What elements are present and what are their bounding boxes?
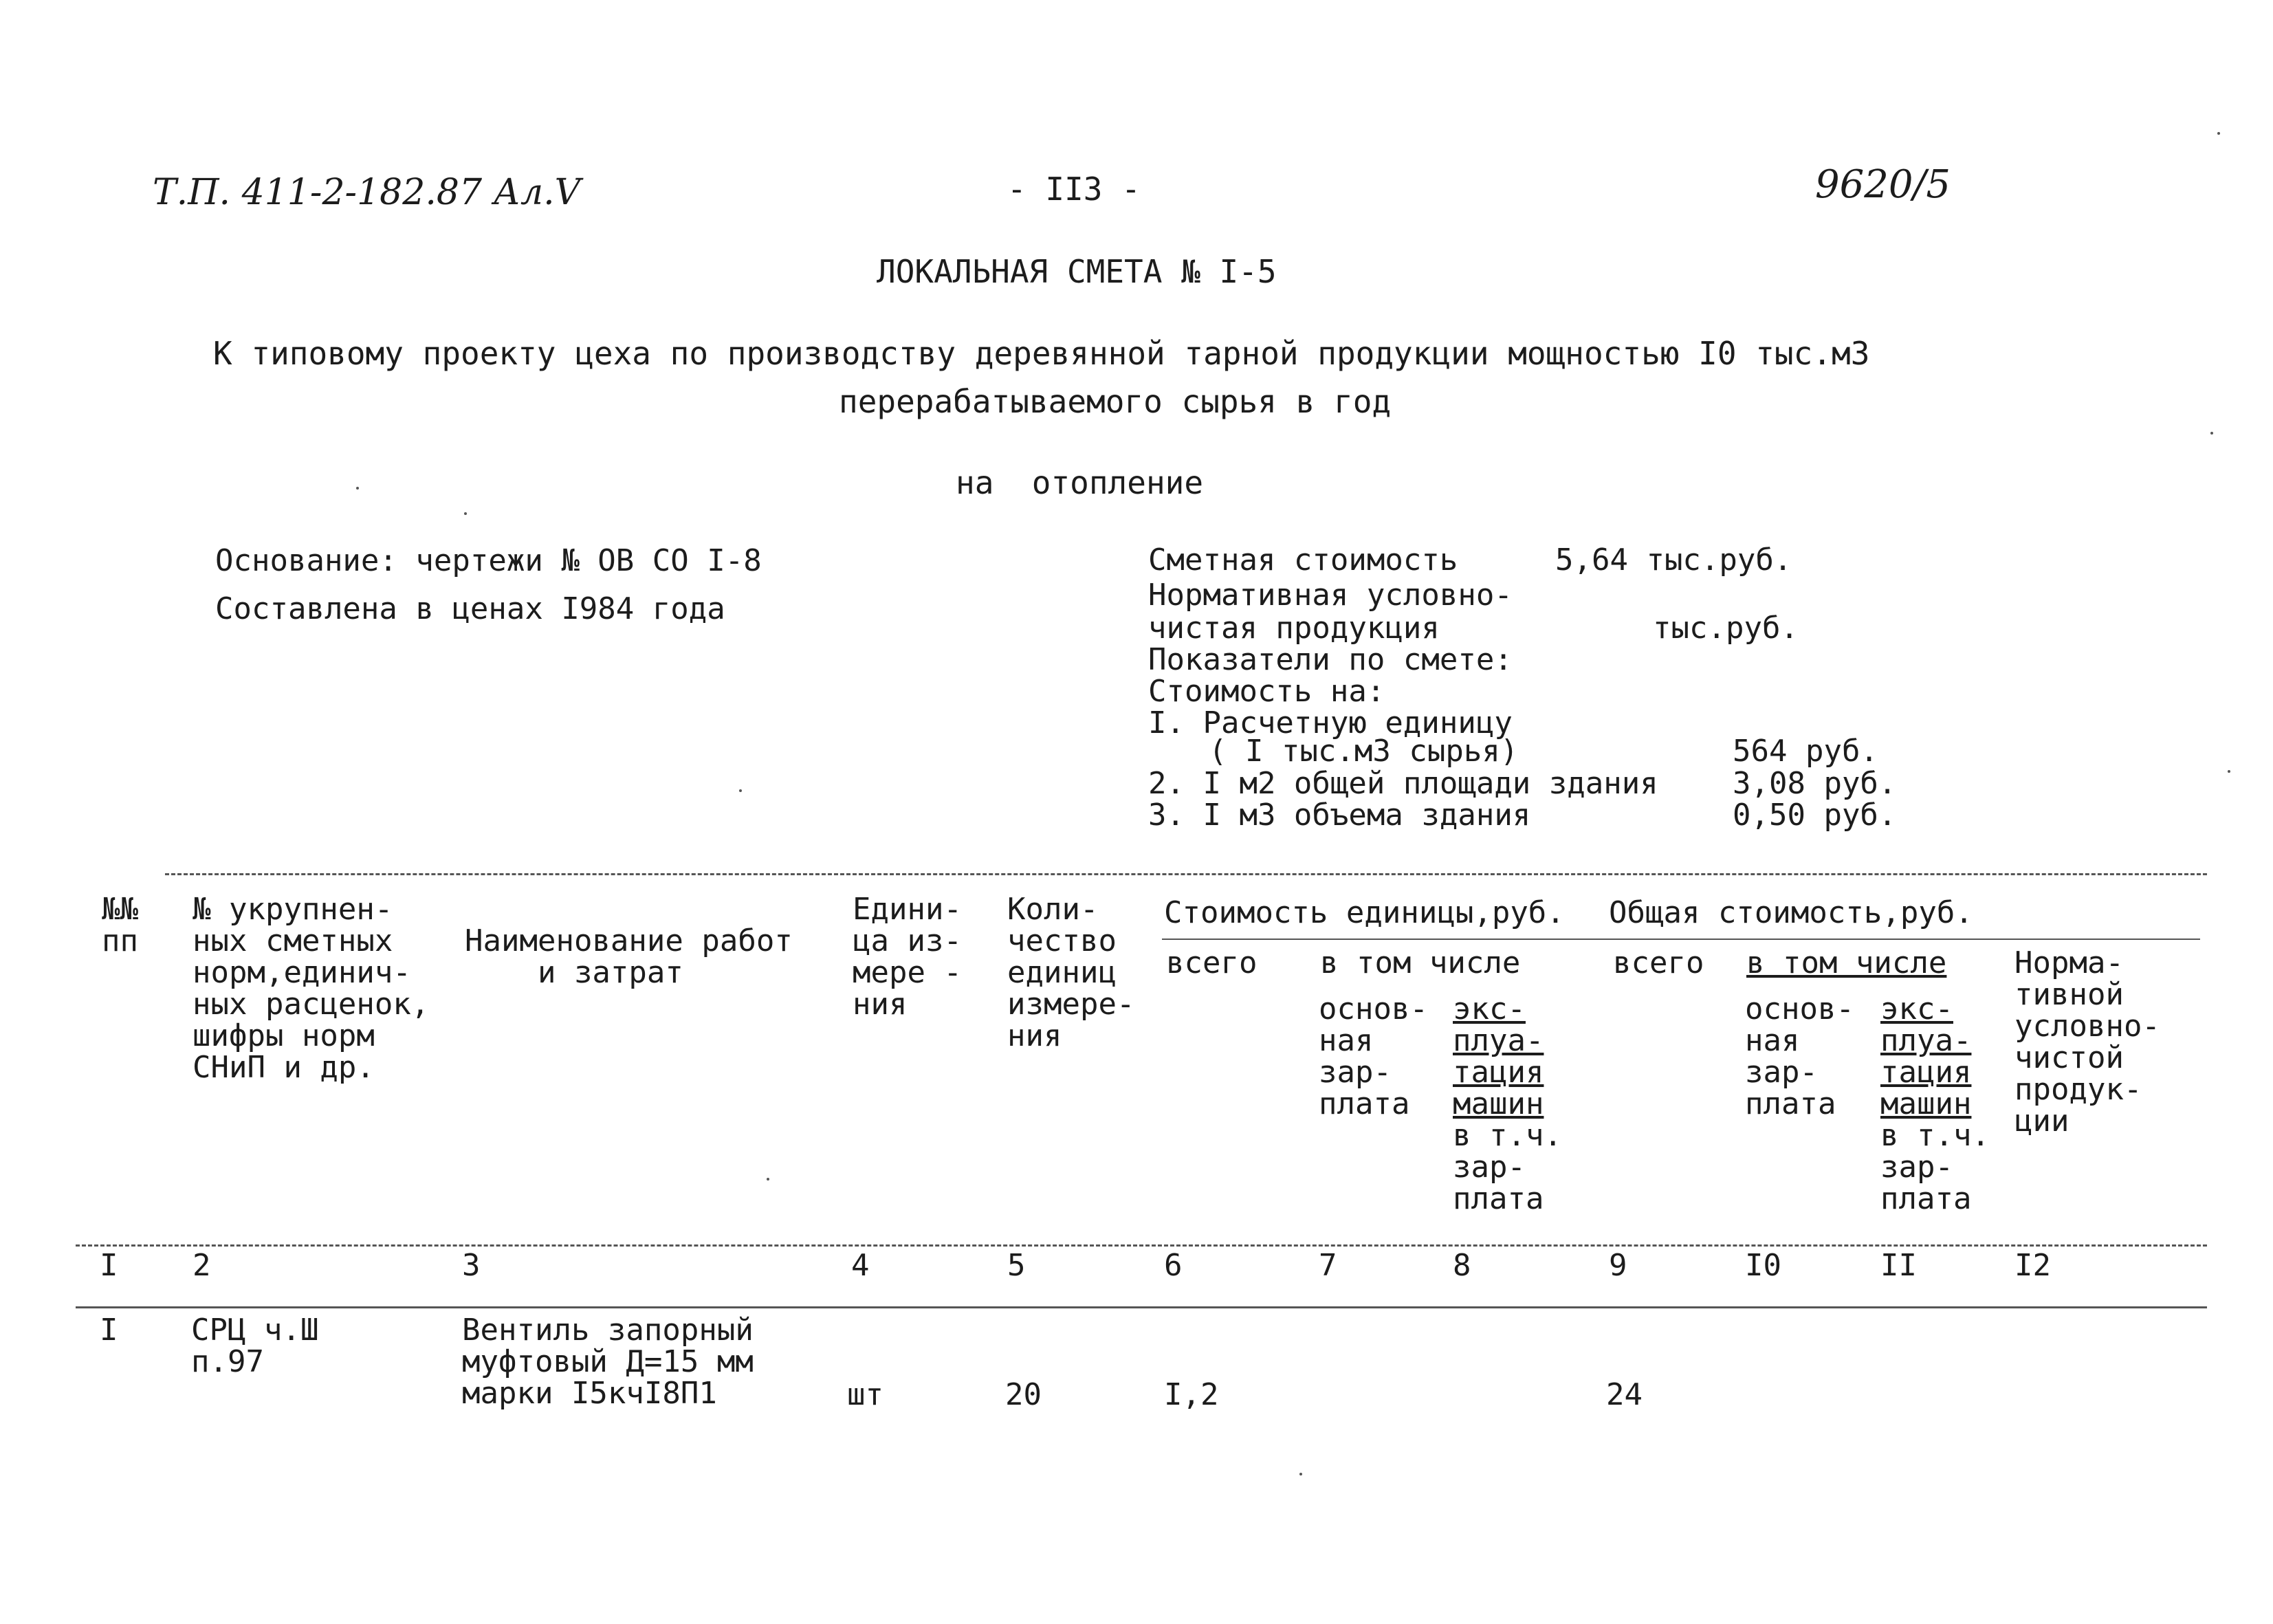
col-number-12: I2 bbox=[2014, 1248, 2051, 1283]
page-number: - II3 - bbox=[1007, 171, 1141, 208]
header-norm-code: № укрупнен- ных сметных норм,единич- ных расценок, шифры норм СНиП и др. bbox=[193, 892, 430, 1085]
row-norm-code: СРЦ ч.Ш п.97 bbox=[191, 1313, 319, 1379]
scan-speck bbox=[464, 512, 467, 515]
project-description-cont: перерабатываемого сырья в год bbox=[839, 383, 1392, 420]
header-total-base-salary: основ- ная зар- плата bbox=[1745, 991, 1854, 1121]
header-unit: Едини- ца из- мере - ния bbox=[853, 892, 962, 1022]
header-total-machine-op: экс- плуа- тация bbox=[1880, 991, 1972, 1090]
col-number-4: 4 bbox=[851, 1248, 870, 1283]
header-total-machine: машин bbox=[1880, 1086, 1972, 1121]
col-number-5: 5 bbox=[1007, 1248, 1026, 1283]
inventory-number: 9620/5 bbox=[1815, 162, 1951, 207]
header-work-name: Наименование работ и затрат bbox=[465, 923, 793, 990]
cost-for-label: Стоимость на: bbox=[1148, 674, 1385, 709]
normative-label-1: Нормативная условно- bbox=[1148, 578, 1513, 613]
scan-speck bbox=[2228, 770, 2230, 773]
item3-value: 0,50 руб. bbox=[1733, 798, 1897, 833]
item2-value: 3,08 руб. bbox=[1733, 766, 1897, 801]
header-total-machine-salary: в т.ч. зар- плата bbox=[1880, 1118, 1990, 1216]
estimated-cost-value: 5,64 тыс.руб. bbox=[1555, 542, 1792, 578]
project-description: К типовому проекту цеха по производству деревянной тарной продукции мощностью I0 тыс.м3 bbox=[213, 335, 1870, 372]
estimate-subject: на отопление bbox=[956, 464, 1204, 501]
scan-speck bbox=[2217, 132, 2220, 135]
header-total-all: всего bbox=[1613, 945, 1704, 980]
item1-value: 564 руб. bbox=[1733, 734, 1878, 769]
col-number-7: 7 bbox=[1319, 1248, 1337, 1283]
item2-label: 2. I м2 общей площади здания bbox=[1148, 766, 1658, 801]
basis-prices: Составлена в ценах I984 года bbox=[215, 591, 725, 626]
indicators-label: Показатели по смете: bbox=[1148, 642, 1513, 677]
col-number-rule-top bbox=[76, 1244, 2207, 1247]
basis-drawings: Основание: чертежи № ОВ СО I-8 bbox=[215, 543, 762, 578]
header-unit-machine: машин bbox=[1453, 1086, 1544, 1121]
scan-speck bbox=[767, 1178, 769, 1181]
row-total-cost: 24 bbox=[1606, 1377, 1643, 1412]
header-unit-machine-op: экс- плуа- тация bbox=[1453, 991, 1544, 1090]
col-number-2: 2 bbox=[193, 1248, 211, 1283]
estimate-title: ЛОКАЛЬНАЯ СМЕТА № I-5 bbox=[877, 253, 1277, 290]
header-total-cost-group: Общая стоимость,руб. bbox=[1609, 895, 1973, 930]
document-code: Т.П. 411-2-182.87 Ал.V bbox=[153, 172, 581, 213]
row-number: I bbox=[100, 1313, 118, 1348]
col-number-9: 9 bbox=[1609, 1248, 1627, 1283]
row-unit: шт bbox=[847, 1377, 883, 1412]
col-number-rule-bottom bbox=[76, 1306, 2207, 1308]
col-number-3: 3 bbox=[462, 1248, 481, 1283]
header-total-incl: в том числе bbox=[1746, 945, 1947, 980]
header-unit-incl: в том числе bbox=[1320, 945, 1521, 980]
estimated-cost-label: Сметная стоимость bbox=[1148, 542, 1458, 578]
header-unit-machine-salary: в т.ч. зар- плата bbox=[1453, 1118, 1562, 1216]
header-unit-cost-group: Стоимость единицы,руб. bbox=[1164, 895, 1565, 930]
header-quantity: Коли- чество единиц измере- ния bbox=[1007, 892, 1135, 1053]
table-top-rule bbox=[165, 873, 2207, 875]
col-number-10: I0 bbox=[1745, 1248, 1781, 1283]
header-row-number: №№ пп bbox=[102, 892, 138, 958]
normative-unit: тыс.руб. bbox=[1653, 611, 1799, 646]
scan-speck bbox=[356, 487, 359, 490]
row-work-name: Вентиль запорный муфтовый Д=15 мм марки I5кчI8П1 bbox=[462, 1313, 754, 1411]
group-rule-unit bbox=[1162, 939, 2200, 940]
col-number-1: I bbox=[100, 1248, 118, 1283]
scan-speck bbox=[1299, 1473, 1302, 1475]
col-number-6: 6 bbox=[1164, 1248, 1183, 1283]
row-unit-total-cost: I,2 bbox=[1164, 1377, 1219, 1412]
header-unit-all: всего bbox=[1166, 945, 1258, 980]
scan-speck bbox=[2210, 432, 2213, 435]
item1-label-2: ( I тыс.м3 сырья) bbox=[1209, 734, 1519, 769]
scan-speck bbox=[739, 789, 742, 792]
header-unit-base-salary: основ- ная зар- плата bbox=[1319, 991, 1428, 1121]
item1-label-1: I. Расчетную единицу bbox=[1148, 705, 1513, 740]
header-normative-output: Норма- тивной условно- чистой продук- ции bbox=[2014, 945, 2160, 1139]
row-quantity: 20 bbox=[1005, 1377, 1042, 1412]
col-number-11: II bbox=[1880, 1248, 1917, 1283]
item3-label: 3. I м3 объема здания bbox=[1148, 798, 1531, 833]
col-number-8: 8 bbox=[1453, 1248, 1471, 1283]
normative-label-2: чистая продукция bbox=[1148, 611, 1440, 646]
